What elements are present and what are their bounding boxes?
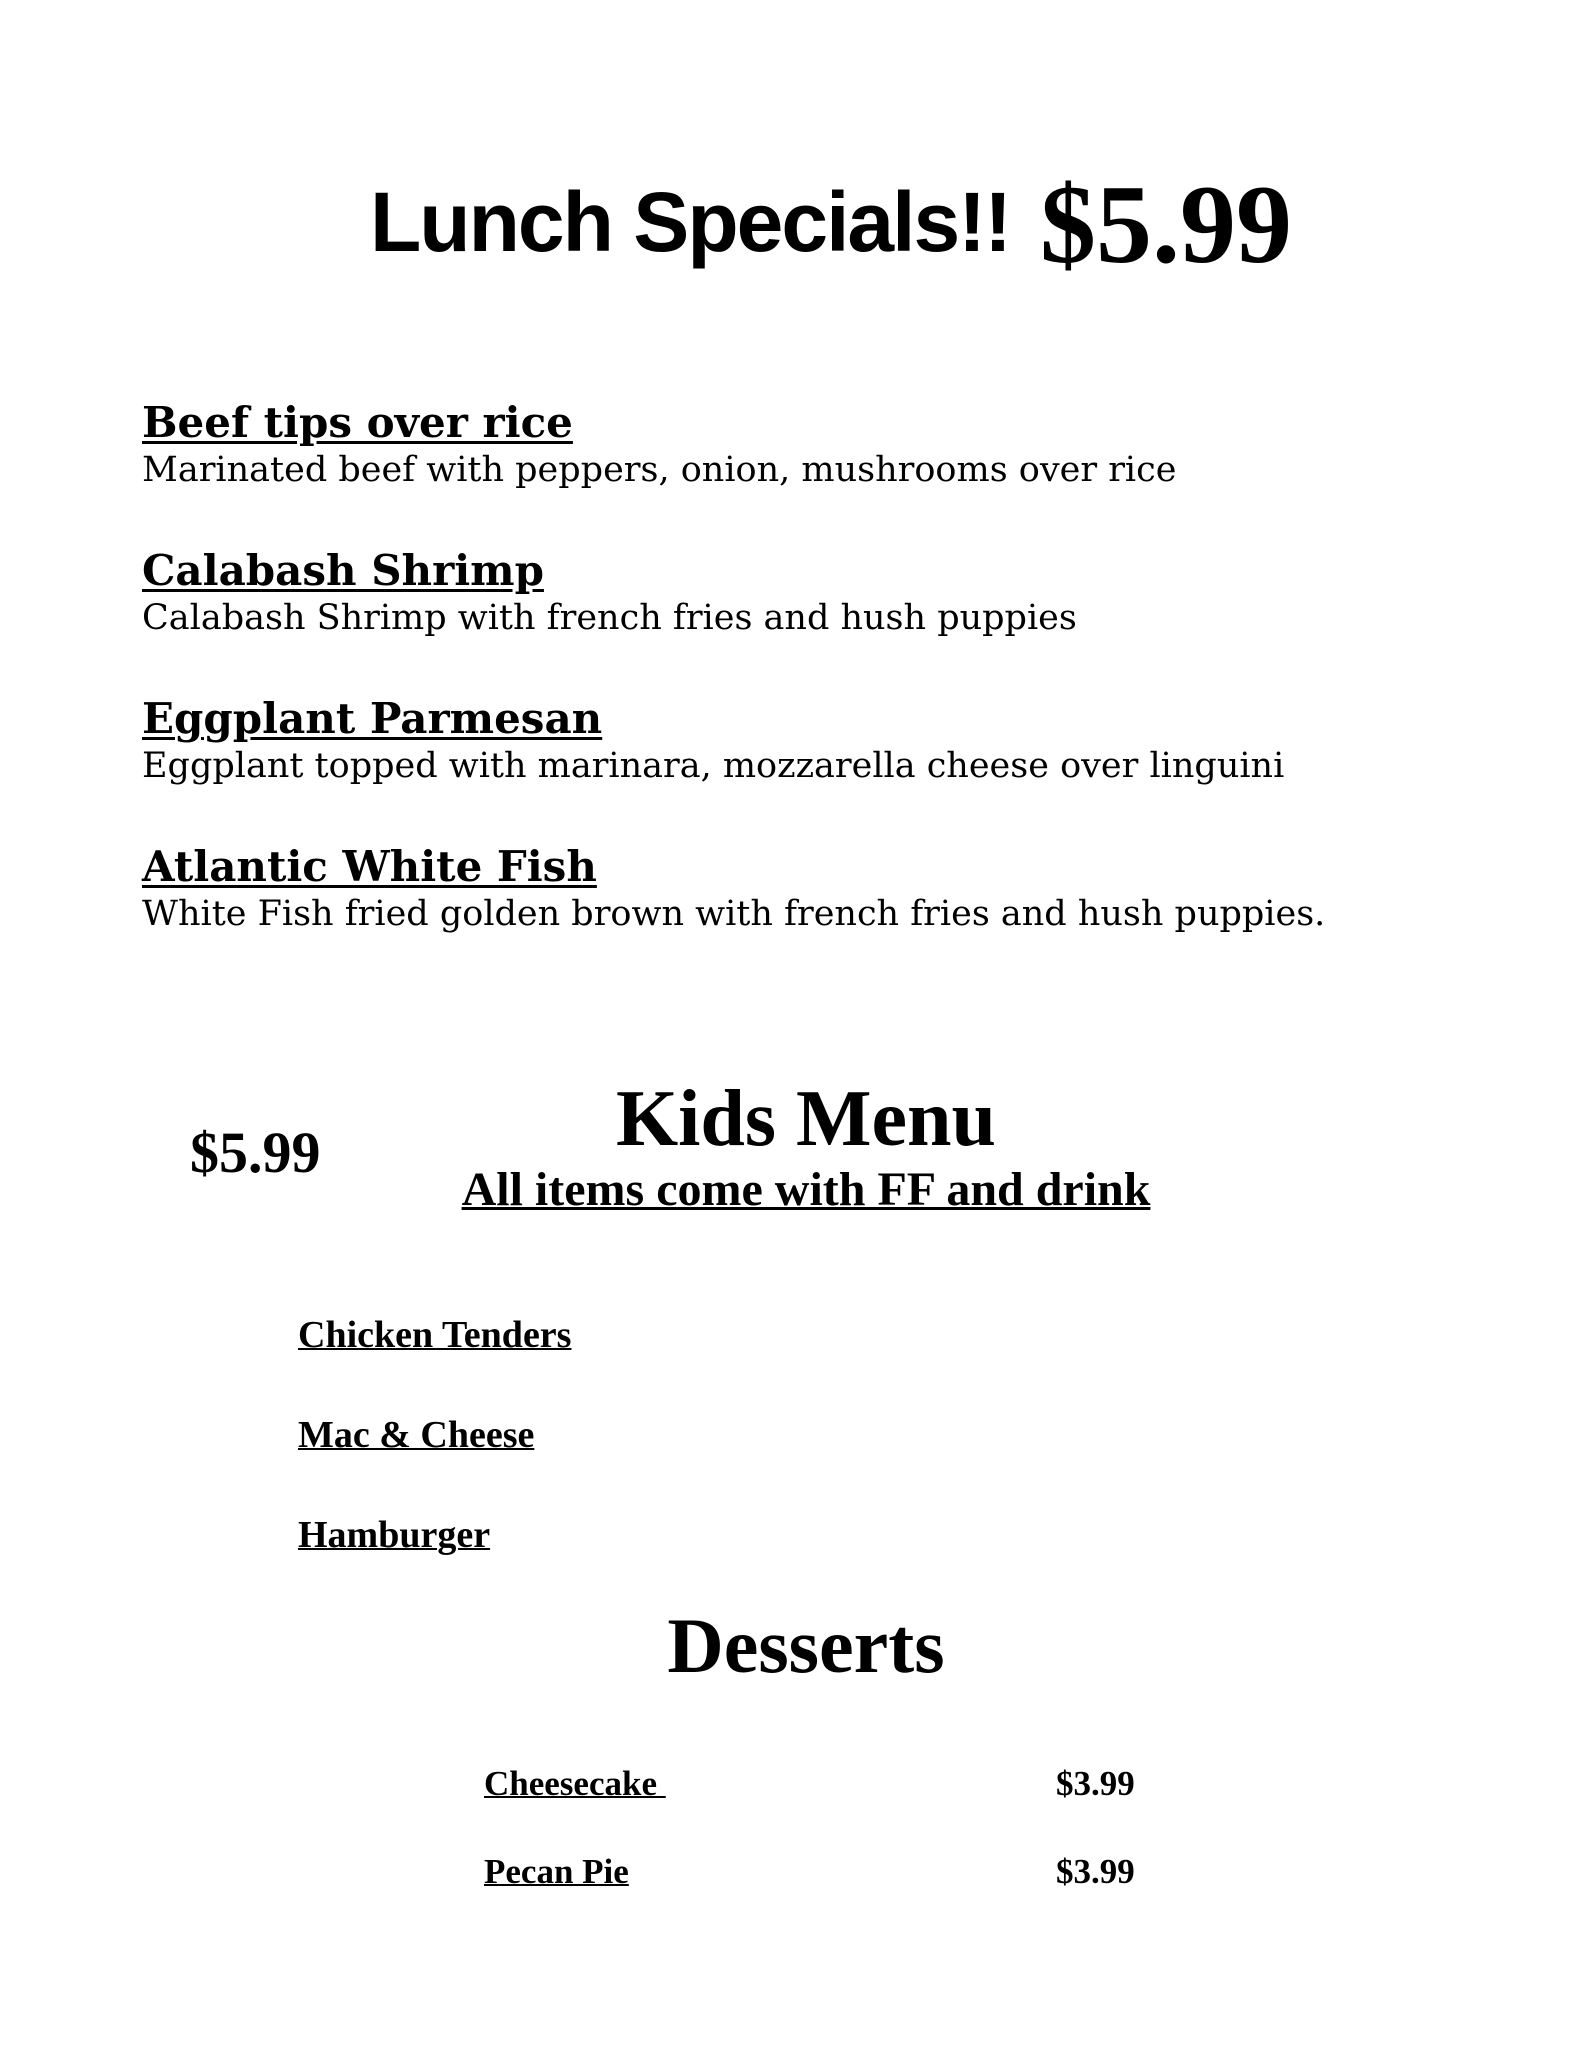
dessert-row <box>484 1850 1184 1938</box>
lunch-title: Lunch Specials!! <box>370 175 1011 269</box>
special-item <box>142 694 1442 842</box>
special-description: Eggplant topped with marinara, mozzarella cheese over linguini <box>142 746 1285 786</box>
special-name: Calabash Shrimp <box>142 546 544 595</box>
lunch-header <box>0 160 1582 290</box>
desserts-title: Desserts <box>667 1602 945 1689</box>
dessert-name: Cheesecake <box>484 1764 666 1803</box>
special-item <box>142 546 1442 694</box>
kids-menu-subtitle: All items come with FF and drink <box>461 1163 1151 1216</box>
lunch-price: $5.99 <box>1040 163 1292 287</box>
special-description: Calabash Shrimp with french fries and hush puppies <box>142 598 1077 638</box>
kids-price: $5.99 <box>190 1120 321 1185</box>
kids-item-name: Chicken Tenders <box>298 1314 572 1356</box>
special-name: Atlantic White Fish <box>142 842 597 891</box>
kids-item <box>298 1412 571 1512</box>
special-item <box>142 842 1442 990</box>
special-name: Beef tips over rice <box>142 398 573 447</box>
kids-item-name: Hamburger <box>298 1514 491 1556</box>
dessert-price: $3.99 <box>1056 1764 1135 1803</box>
lunch-specials-list <box>142 398 1442 990</box>
special-description: White Fish fried golden brown with french fries and hush puppies. <box>142 894 1326 934</box>
kids-menu-title: Kids Menu <box>615 1075 997 1163</box>
kids-item <box>298 1512 571 1612</box>
dessert-name: Pecan Pie <box>484 1852 629 1891</box>
kids-item <box>298 1312 571 1412</box>
desserts-list <box>484 1762 1184 1938</box>
special-name: Eggplant Parmesan <box>142 694 603 743</box>
special-description: Marinated beef with peppers, onion, mushrooms over rice <box>142 450 1177 490</box>
special-item <box>142 398 1442 546</box>
dessert-price: $3.99 <box>1056 1852 1135 1891</box>
kids-items-list <box>298 1312 571 1612</box>
dessert-row <box>484 1762 1184 1850</box>
kids-item-name: Mac & Cheese <box>298 1414 535 1456</box>
